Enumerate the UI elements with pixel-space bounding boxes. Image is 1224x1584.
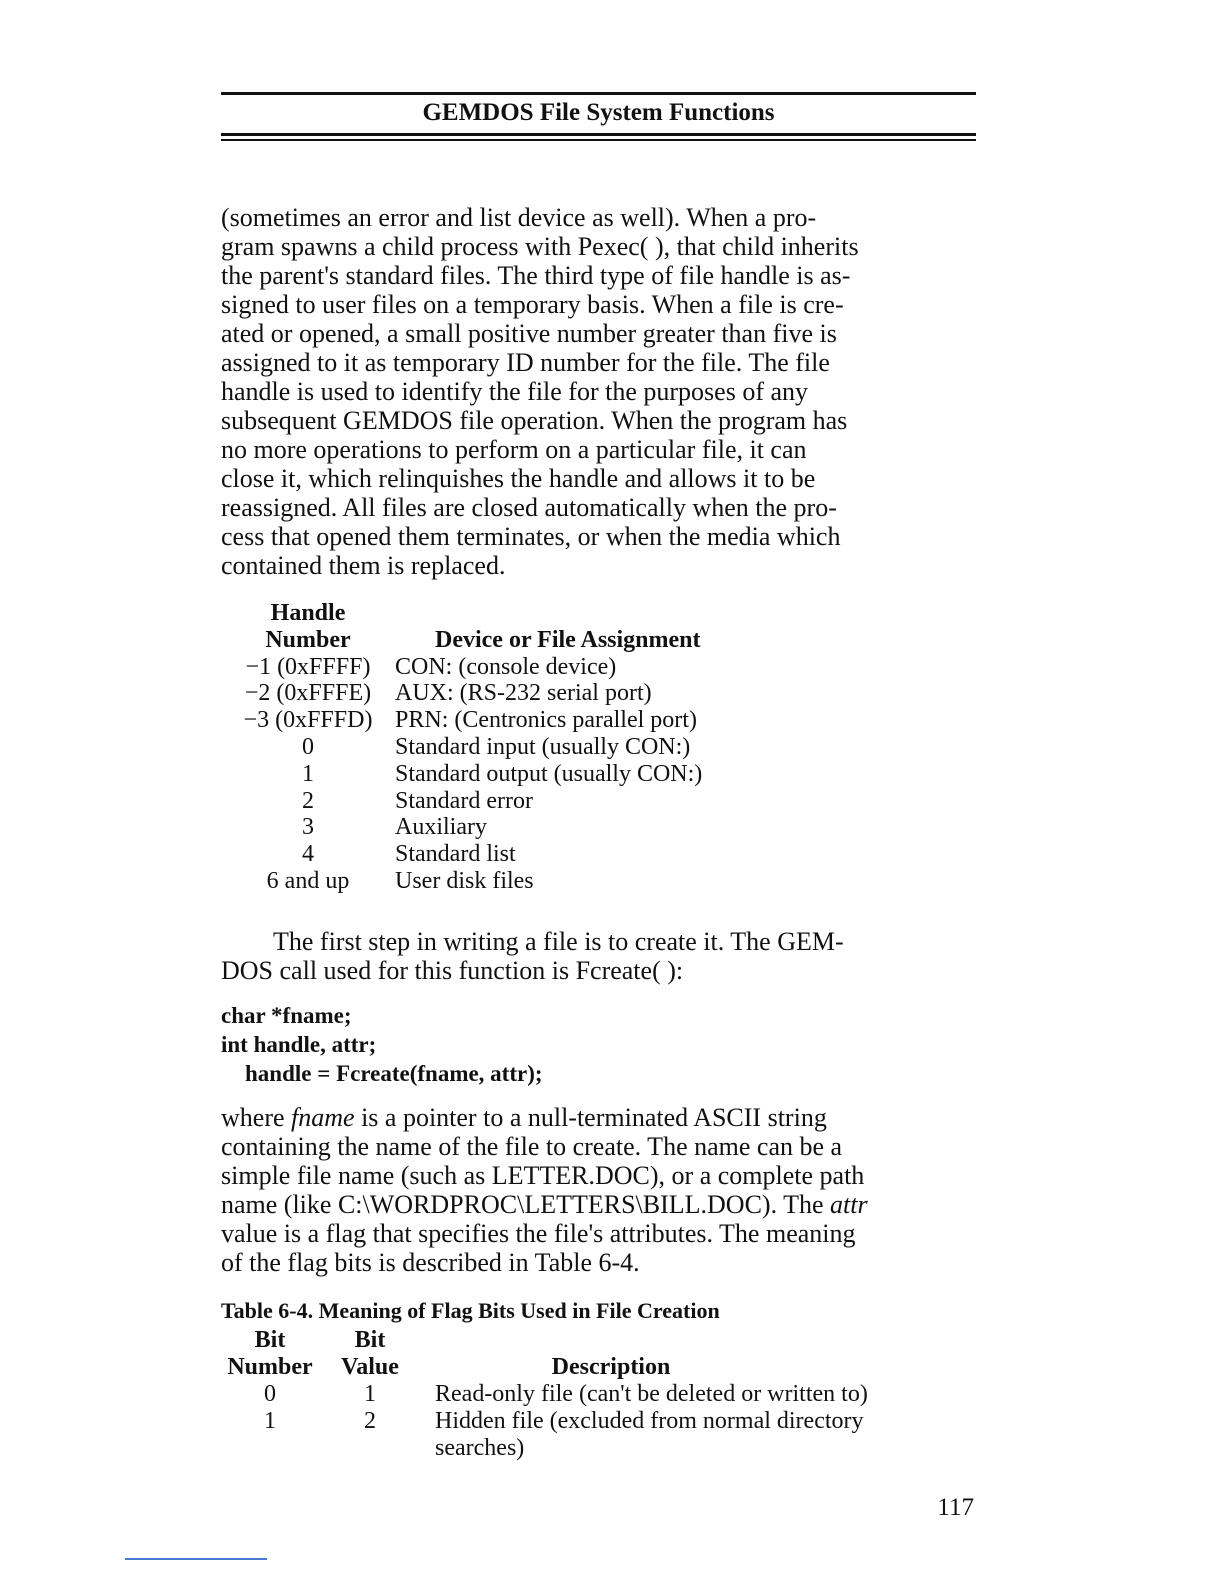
table-row <box>221 841 821 868</box>
handle-number: −2 (0xFFFE) <box>244 680 372 707</box>
footer-line <box>125 1558 267 1560</box>
handle-number: −1 (0xFFFF) <box>245 653 371 680</box>
handle-number: 1 <box>302 760 314 787</box>
bit-number: 1 <box>264 1408 276 1434</box>
handle-assignment: User disk files <box>395 867 534 894</box>
p3-line: name (like C:\WORDPROC\LETTERS\BILL.DOC). The attr <box>221 1190 868 1219</box>
paragraph-2 <box>221 927 981 985</box>
bit-number-header-1: Bit <box>254 1327 286 1353</box>
bit-description-continued: searches) <box>435 1435 525 1461</box>
p1-line: signed to user files on a temporary basis. When a file is cre- <box>221 290 844 319</box>
p1-line: contained them is replaced. <box>221 551 506 580</box>
header-title: GEMDOS File System Functions <box>422 99 775 126</box>
assignment-header: Device or File Assignment <box>435 626 701 653</box>
p3-line: simple file name (such as LETTER.DOC), or a complete path <box>221 1161 865 1190</box>
handle-assignment: Standard list <box>395 841 516 868</box>
code-line: int handle, attr; <box>221 1032 377 1057</box>
table-row <box>221 868 821 895</box>
bit-value: 1 <box>364 1381 376 1407</box>
handle-number: −3 (0xFFFD) <box>243 707 373 734</box>
bit-description: Read-only file (can't be deleted or written to) <box>435 1381 868 1407</box>
p1-line: reassigned. All files are closed automatically when the pro- <box>221 493 837 522</box>
handle-number: 3 <box>302 814 314 841</box>
bit-number-header-2: Number <box>227 1354 313 1380</box>
bit-number: 0 <box>264 1381 276 1407</box>
handle-assignment: Auxiliary <box>395 814 487 841</box>
description-header: Description <box>551 1354 671 1380</box>
table-row <box>221 1381 981 1408</box>
table-title: Table 6-4. Meaning of Flag Bits Used in File Creation <box>221 1298 720 1323</box>
header-rule-b <box>221 139 976 141</box>
page-number: 117 <box>937 1494 974 1521</box>
fname-term: fname <box>291 1103 355 1132</box>
handle-header-line1: Handle <box>270 600 346 626</box>
handle-number: 0 <box>302 733 314 760</box>
handle-number: 2 <box>302 787 314 814</box>
handle-header-line2: Number <box>265 626 351 653</box>
table-row <box>221 734 821 761</box>
p1-line: no more operations to perform on a particular file, it can <box>221 435 807 464</box>
attr-term: attr <box>830 1190 868 1219</box>
table-row <box>221 814 821 841</box>
handle-table-header <box>221 600 821 627</box>
handle-assignment: Standard error <box>395 787 533 814</box>
handle-assignment: Standard input (usually CON:) <box>395 733 691 760</box>
bit-description: Hidden file (excluded from normal directory <box>435 1408 864 1434</box>
handle-number: 4 <box>302 841 314 868</box>
handle-table <box>221 600 821 895</box>
bit-value: 2 <box>364 1408 376 1434</box>
p1-line: gram spawns a child process with Pexec( ), that child inherits <box>221 232 859 261</box>
bit-value-header-2: Value <box>341 1354 399 1380</box>
p3-line: containing the name of the file to create. The name can be a <box>221 1132 843 1161</box>
p1-line: ated or opened, a small positive number greater than five is <box>221 319 837 348</box>
table-row <box>221 654 821 681</box>
p2-line: The first step in writing a file is to create it. The GEM- <box>273 927 844 956</box>
flag-table-header <box>221 1327 981 1354</box>
code-block <box>221 1001 981 1088</box>
p1-line: the parent's standard files. The third type of file handle is as- <box>221 261 851 290</box>
table-row <box>221 707 821 734</box>
p3-line: where fname is a pointer to a null-terminated ASCII string <box>221 1103 827 1132</box>
handle-assignment: AUX: (RS-232 serial port) <box>395 680 652 707</box>
p1-line: close it, which relinquishes the handle and allows it to be <box>221 464 816 493</box>
handle-assignment: CON: (console device) <box>395 653 617 680</box>
p1-line: assigned to it as temporary ID number for the file. The file <box>221 348 830 377</box>
handle-number: 6 and up <box>266 867 350 894</box>
table-row <box>221 788 821 815</box>
code-line: char *fname; <box>221 1003 352 1028</box>
p1-line: handle is used to identify the file for the purposes of any <box>221 377 809 406</box>
p3-line: of the flag bits is described in Table 6-4. <box>221 1248 640 1277</box>
p1-line: subsequent GEMDOS file operation. When the program has <box>221 406 848 435</box>
running-header <box>221 92 976 141</box>
paragraph-3 <box>221 1103 981 1277</box>
p3-line: value is a flag that specifies the file's attributes. The meaning <box>221 1219 856 1248</box>
p1-line: (sometimes an error and list device as well). When a pro- <box>221 203 817 232</box>
table-row <box>221 680 821 707</box>
handle-assignment: Standard output (usually CON:) <box>395 760 703 787</box>
bit-value-header-1: Bit <box>354 1327 386 1353</box>
code-line: handle = Fcreate(fname, attr); <box>245 1061 543 1086</box>
flag-bits-table <box>221 1327 981 1462</box>
table-row <box>221 1408 981 1435</box>
p1-line: cess that opened them terminates, or when the media which <box>221 522 841 551</box>
p2-line: DOS call used for this function is Fcreate( ): <box>221 956 684 985</box>
paragraph-1 <box>221 203 981 580</box>
handle-assignment: PRN: (Centronics parallel port) <box>395 707 697 734</box>
table-row <box>221 761 821 788</box>
